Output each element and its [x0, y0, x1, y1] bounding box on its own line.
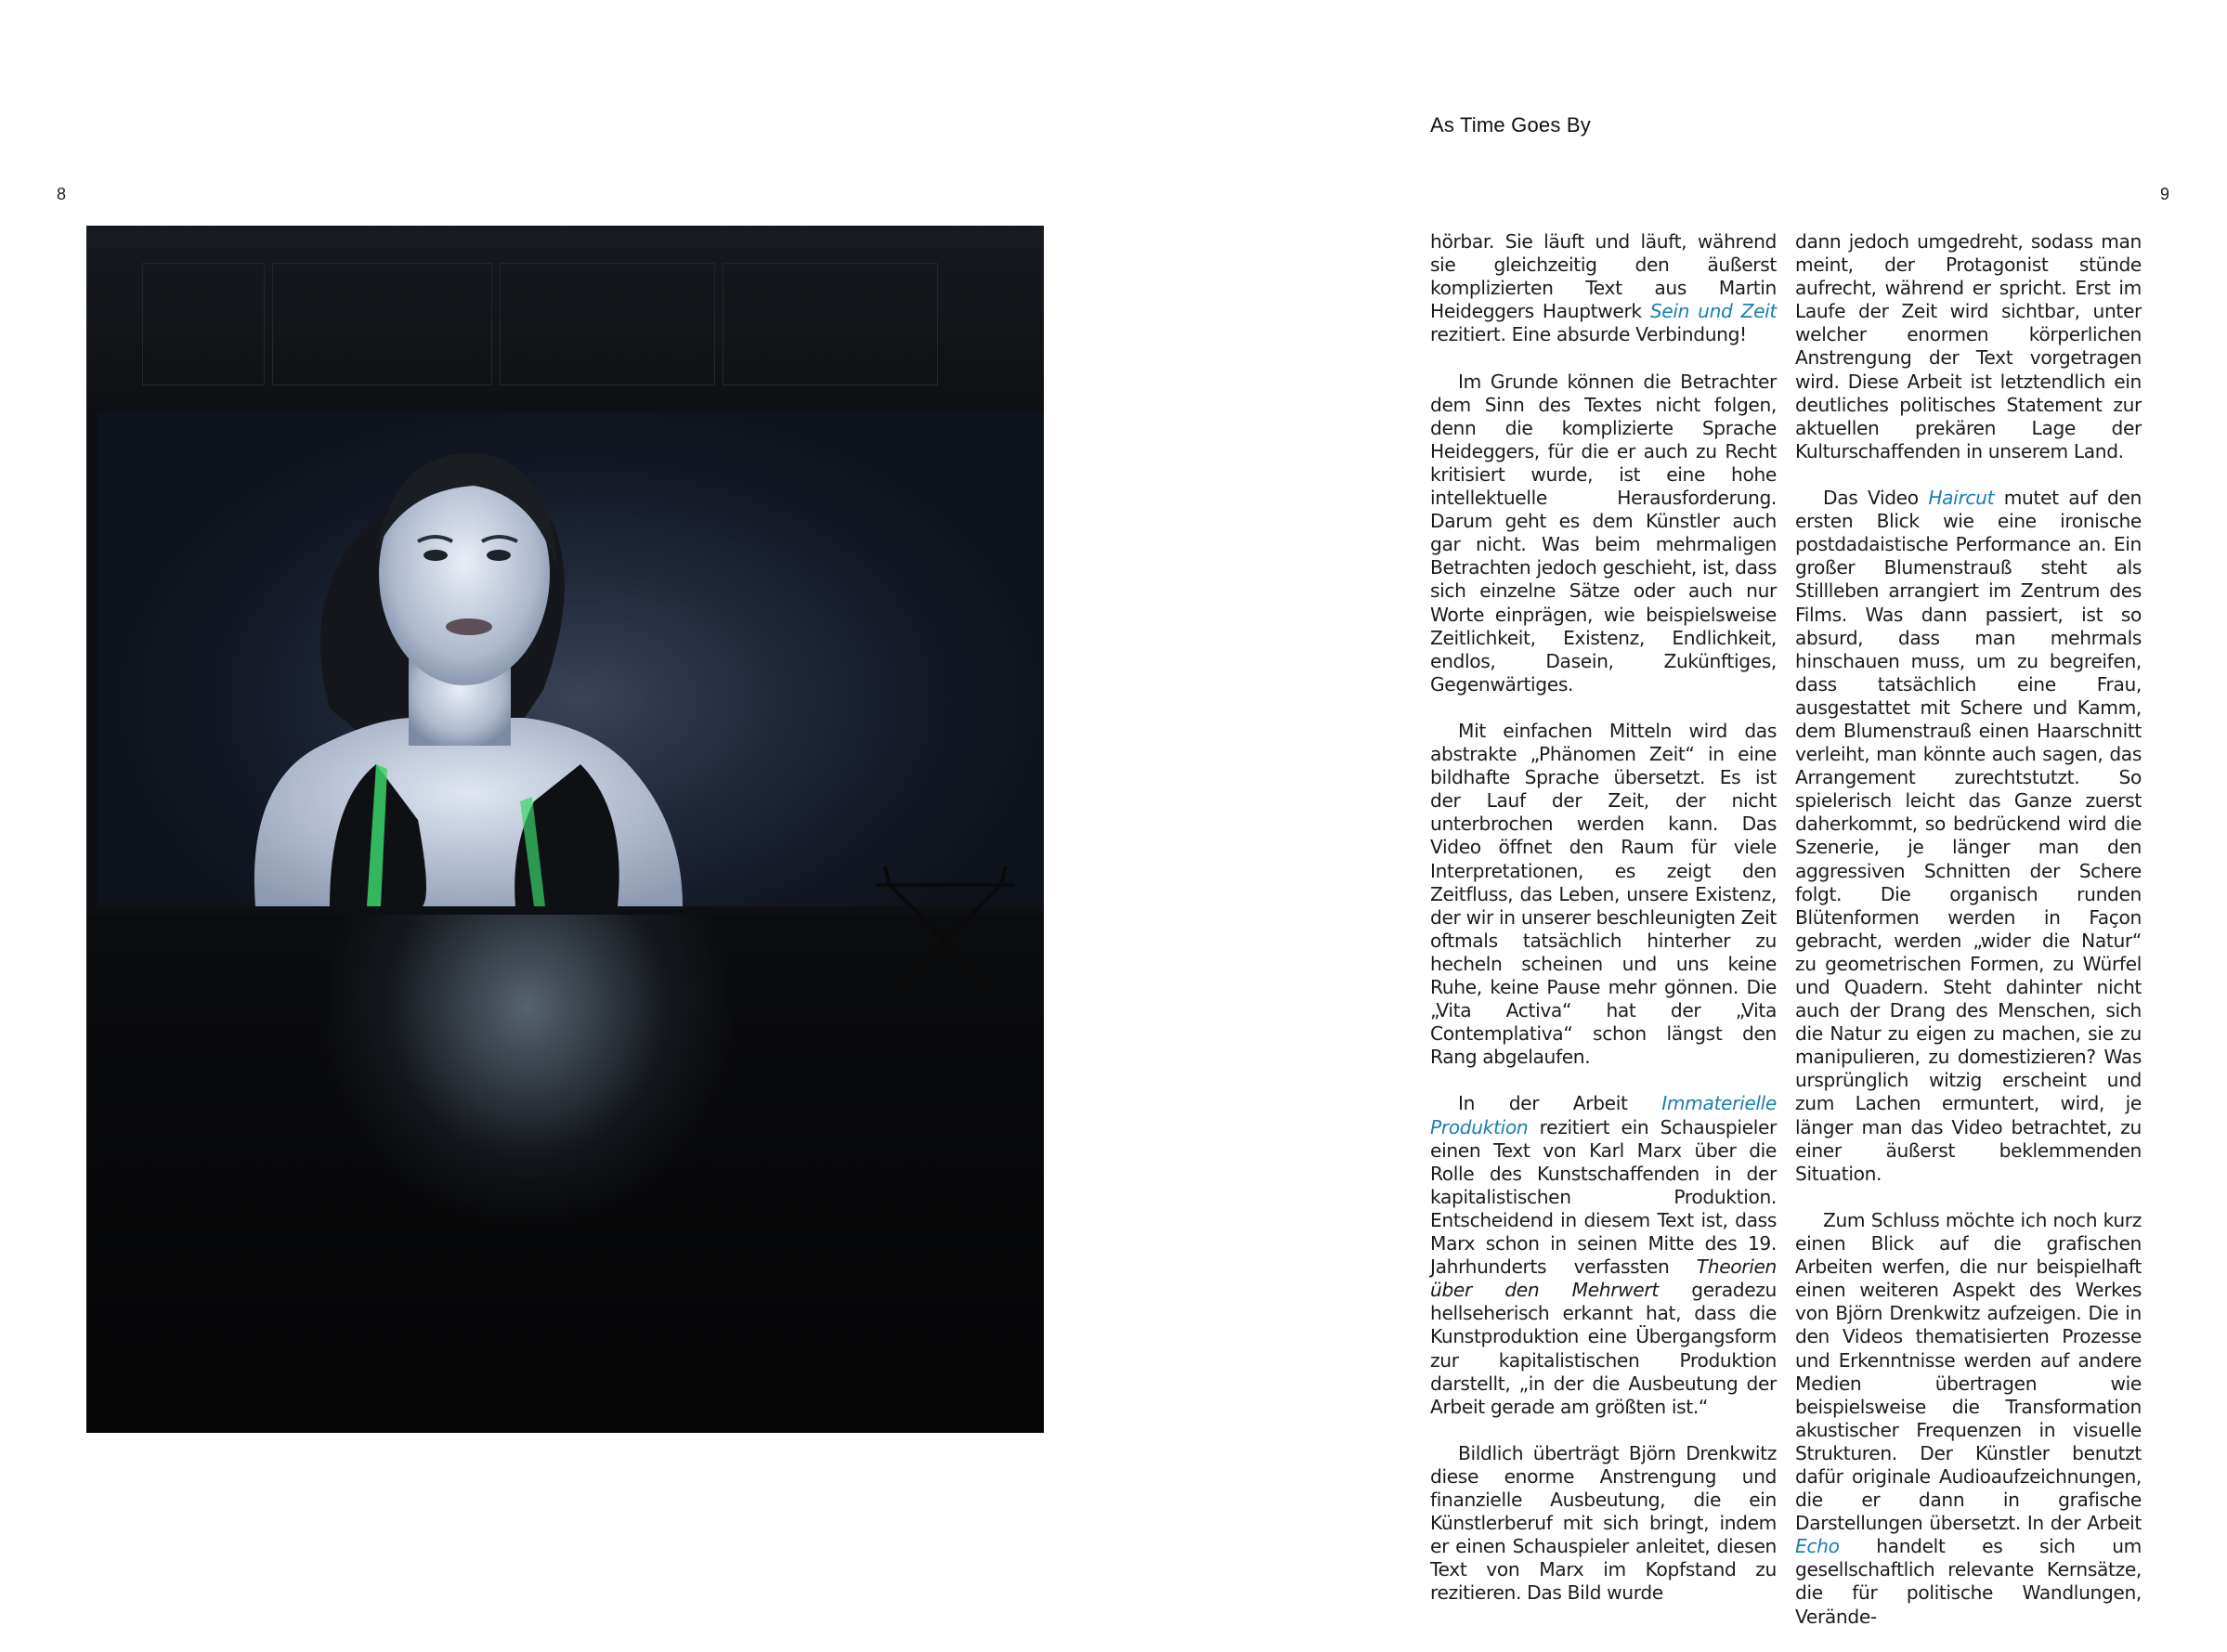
paragraph [1430, 1092, 1777, 1418]
projection-screen [98, 411, 1044, 906]
paragraph [1430, 230, 1777, 346]
text-run: Zum Schluss möchte ich noch kurz einen Blick auf die grafischen Arbeiten werfen, die nur beispielhaft einen weiteren Aspekt des Werkes von Björn Drenkwitz aufzeigen. Die in den Videos thematisierten Prozesse und Erkenntnisse werden auf andere Medien übertragen wie beispielsweise die Transformation akustischer Frequenzen in visuelle Strukturen. Der Künstler benutzt dafür originale Audioaufzeichnungen, die er dann in grafische Darstellungen übersetzt. In der Arbeit [1795, 1208, 2142, 1535]
page-number-right: 9 [2160, 185, 2170, 203]
text-run: rezitiert. Eine absurde Verbindung! [1430, 323, 1747, 346]
paragraph [1795, 1209, 2142, 1629]
text-run: geradezu hellseherisch erkannt hat, dass die Kunstproduktion eine Übergangsform zur kapitalistischen Produktion darstellt, „in der die Ausbeutung der Arbeit gerade am größten ist.“ [1430, 1279, 1777, 1418]
text-run: Das Video [1823, 487, 1929, 510]
artwork-title: Echo [1795, 1535, 1840, 1558]
running-head: As Time Goes By [1430, 113, 1591, 137]
text-column-1 [1430, 230, 1777, 1629]
text-run: Im Grunde können die Betrachter dem Sinn des Textes nicht folgen, denn die komplizierte Sprache Heideggers, für die er auch zu Recht kritisiert wurde, ist eine hohe intellektuelle Herausforderung. Darum geht es dem Künstler auch gar nicht. Was beim mehrmaligen Betrachten jedoch geschieht, ist, dass sich einzelne Sätze oder auch nur Worte einprägen, wie beispielsweise Zeitlichkeit, Existenz, Endlichkeit, endlos, Dasein, Zukünftiges, Gegenwärtiges. [1430, 370, 1777, 696]
text-run: In der Arbeit [1458, 1092, 1662, 1115]
folding-stand [871, 862, 1020, 1001]
artwork-title: Sein und Zeit [1649, 300, 1777, 323]
paragraph [1430, 720, 1777, 1069]
text-run: hörbar. Sie läuft und läuft, während sie gleichzeitig den äußerst komplizierten Text aus Martin Heideggers Hauptwerk [1430, 230, 1777, 323]
text-column-2 [1795, 230, 2142, 1652]
text-run: dann jedoch umgedreht, sodass man meint, der Protagonist stünde aufrecht, während er spricht. Erst im Laufe der Zeit wird sichtbar, unter welcher enormen körperlichen Anstrengung der Text vorgetragen wird. Diese Arbeit ist letztendlich ein deutliches politisches Statement zur aktuellen prekären Lage der Kulturschaffenden in unserem Land. [1795, 230, 2142, 462]
paragraph [1430, 1442, 1777, 1606]
paragraph [1430, 371, 1777, 696]
artwork-photo [86, 226, 1044, 1433]
woman-figure [98, 411, 1044, 906]
text-run: mutet auf den ersten Blick wie eine ironische postdadaistische Performance an. Ein großer Blumenstrauß steht als Stillleben arrangiert im Zentrum des Films. Was dann passiert, ist so absurd, dass man mehrmals hinschauen muss, um zu begreifen, dass tatsächlich eine Frau, ausgestattet mit Schere und Kamm, dem Blumenstrauß einen Haarschnitt verleiht, man könnte auch sagen, das Arrangement zurechtstutzt. So spielerisch leicht das Ganze zuerst daherkommt, so bedrückend wird die Szenerie, je länger man den aggressiven Schnitten der Schere folgt. Die organisch runden Blütenformen werden in Façon gebracht, werden „wider die Natur“ zu geometrischen Formen, zu Würfel und Quadern. Steht dahinter nicht auch der Drang des Menschen, sich die Natur zu eigen zu machen, sie zu manipulieren, zu domestizieren? Was ursprünglich witzig erscheint und zum Lachen ermuntert, wird, je länger man das Video betrachtet, zu einer äußerst beklemmenden Situation. [1795, 487, 2142, 1185]
text-run: Mit einfachen Mitteln wird das abstrakte „Phänomen Zeit“ in eine bildhafte Sprache übersetzt. Es ist der Lauf der Zeit, der nicht unterbrochen werden kann. Das Video öffnet den Raum für viele Interpretationen, es zeigt den Zeitfluss, das Leben, unsere Existenz, der wir in unserer beschleunigten Zeit oftmals tatsächlich hinterher zu hecheln scheinen und uns keine Ruhe, keine Pause mehr gönnen. Die „Vita Activa“ hat der „Vita Contemplativa“ schon längst den Rang abgelaufen. [1430, 719, 1777, 1069]
floor-reflection [267, 915, 788, 1379]
book-title: Theorien über den Mehrwert [1430, 1255, 1777, 1302]
artwork-title: Immaterielle Produktion [1430, 1092, 1777, 1138]
photo-wall [86, 226, 1044, 408]
artwork-title: Haircut [1928, 487, 1995, 510]
text-run: Bildlich überträgt Björn Drenkwitz diese enorme Anstrengung und finanzielle Ausbeutung, die ein Künstlerberuf mit sich bringt, indem er einen Schauspieler anleitet, diesen Text von Marx im Kopfstand zu rezitieren. Das Bild wurde [1430, 1441, 1777, 1605]
paragraph [1795, 230, 2142, 463]
page-number-left: 8 [57, 185, 67, 203]
paragraph [1795, 487, 2142, 1186]
text-run: handelt es sich um gesellschaftlich relevante Kernsätze, die für politische Wandlungen, Verände- [1795, 1535, 2142, 1628]
text-run: rezitiert ein Schauspieler einen Text von Karl Marx über die Rolle des Kunstschaffenden in der kapitalistischen Produktion. Entscheidend in diesem Text ist, dass Marx schon in seinen Mitte des 19. Jahrhunderts verfassten [1430, 1115, 1777, 1279]
